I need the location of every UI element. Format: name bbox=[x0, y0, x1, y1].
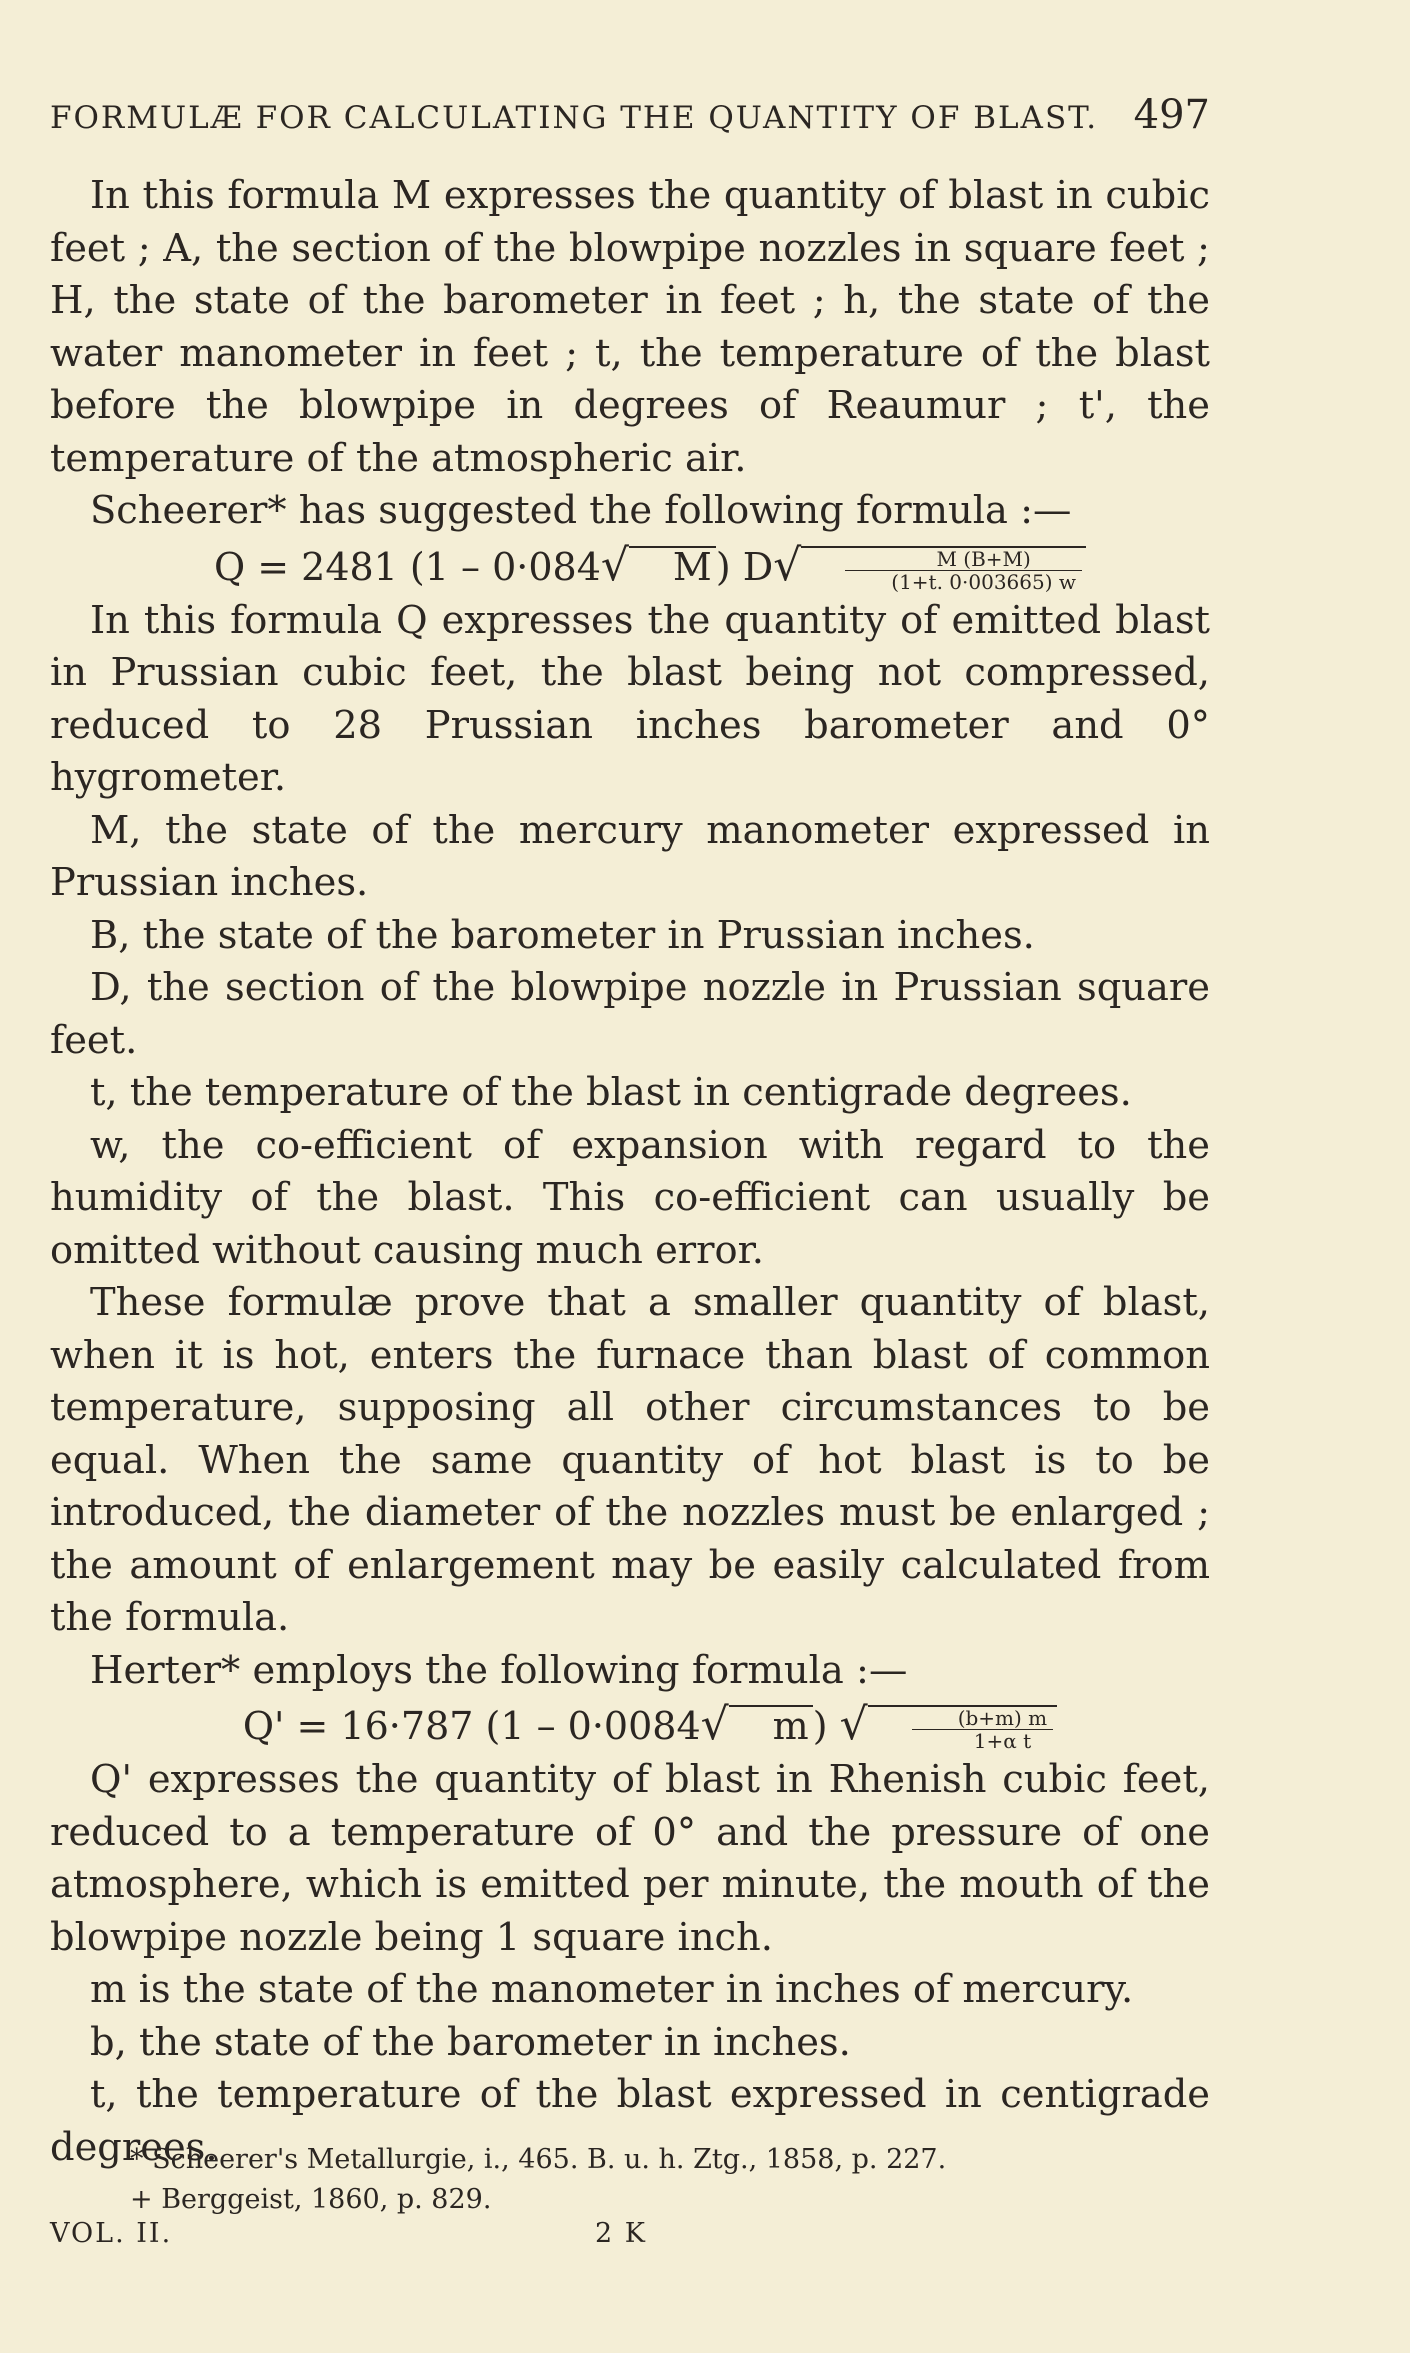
herter-formula bbox=[50, 1697, 1210, 1754]
fraction-denominator: 1+α t bbox=[973, 1729, 1032, 1753]
signature-mark: 2 K bbox=[595, 2218, 647, 2249]
formula-root: m bbox=[729, 1705, 813, 1745]
paragraph: In this formula Q expresses the quantity of emitted blast in Prussian cubic feet, the blast being not compressed, reduced to 28 Prussian inches barometer and 0° hygrometer. bbox=[50, 597, 1210, 800]
paragraph: In this formula M expresses the quantity of blast in cubic feet ; A, the section of the blowpipe nozzles in square feet ; H, the state of the barometer in feet ; h, the state of the water manometer in feet ; t, the temperature of the blast before the blowpipe in degrees of Reaumur ; t', the temperature of the atmospheric air. bbox=[50, 173, 1210, 481]
paragraph: These formulæ prove that a smaller quantity of blast, when it is hot, enters the furnace than blast of common temperature, supposing all other circumstances to be equal. When the same quantity of hot blast is to be introduced, the diameter of the nozzles must be enlarged ; the amount of enlargement may be easily calculated from the formula. bbox=[50, 1280, 1210, 1640]
paragraph: w, the co-efficient of expansion with regard to the humidity of the blast. This co-efficient can usually be omitted without causing much error. bbox=[50, 1122, 1210, 1273]
radical-sign: √ bbox=[839, 1699, 868, 1750]
running-title: FORMULÆ FOR CALCULATING THE QUANTITY OF BLAST. bbox=[50, 100, 1099, 136]
volume-label: VOL. II. bbox=[50, 2218, 173, 2249]
footnote: + Berggeist, 1860, p. 829. bbox=[130, 2184, 492, 2215]
paragraph: D, the section of the blowpipe nozzle in Prussian square feet. bbox=[50, 965, 1210, 1063]
radical-sign: √ bbox=[600, 539, 629, 591]
fraction-denominator: (1+t. 0·003665) w bbox=[891, 569, 1077, 594]
radical-sign: √ bbox=[700, 1699, 729, 1750]
paragraph: Herter* employs the following formula :— bbox=[90, 1647, 908, 1693]
signature-line bbox=[50, 2218, 650, 2249]
formula-root-fraction bbox=[868, 1705, 1057, 1752]
radical-sign: √ bbox=[773, 539, 802, 591]
fraction-numerator: M (B+M) bbox=[845, 548, 1082, 571]
paragraph: m is the state of the manometer in inches of mercury. bbox=[90, 1967, 1134, 2012]
formula-root-fraction bbox=[801, 546, 1086, 593]
page-number: 497 bbox=[1133, 92, 1210, 138]
body-text bbox=[50, 170, 1210, 2174]
footnotes bbox=[130, 2140, 1130, 2220]
formula-left: Q' = 16·787 (1 – 0·0084 bbox=[242, 1704, 701, 1748]
formula-root: M bbox=[629, 546, 716, 586]
footnote: * Scheerer's Metallurgie, i., 465. B. u. h. Ztg., 1858, p. 227. bbox=[130, 2144, 947, 2175]
paragraph: Q' expresses the quantity of blast in Rhenish cubic feet, reduced to a temperature of 0° and the pressure of one atmosphere, which is emitted per minute, the mouth of the blowpipe nozzle being 1 square inch. bbox=[50, 1757, 1210, 1960]
formula-mid: ) D bbox=[715, 544, 774, 589]
paragraph: M, the state of the mercury manometer expressed in Prussian inches. bbox=[50, 807, 1210, 905]
formula-left: Q = 2481 (1 – 0·084 bbox=[213, 544, 601, 589]
fraction bbox=[912, 1707, 1053, 1752]
paragraph: t, the temperature of the blast in centigrade degrees. bbox=[90, 1070, 1132, 1115]
fraction-numerator: (b+m) m bbox=[912, 1707, 1053, 1730]
scheerer-formula bbox=[50, 538, 1210, 595]
paragraph: B, the state of the barometer in Prussian inches. bbox=[90, 912, 1035, 958]
fraction bbox=[845, 548, 1082, 593]
paragraph: b, the state of the barometer in inches. bbox=[90, 2019, 851, 2065]
running-header bbox=[50, 92, 1210, 138]
paragraph: Scheerer* has suggested the following formula :— bbox=[90, 488, 1072, 533]
paragraph: t, the temperature of the blast expressed in centigrade degrees. bbox=[50, 2072, 1210, 2170]
formula-mid: ) bbox=[812, 1704, 828, 1748]
